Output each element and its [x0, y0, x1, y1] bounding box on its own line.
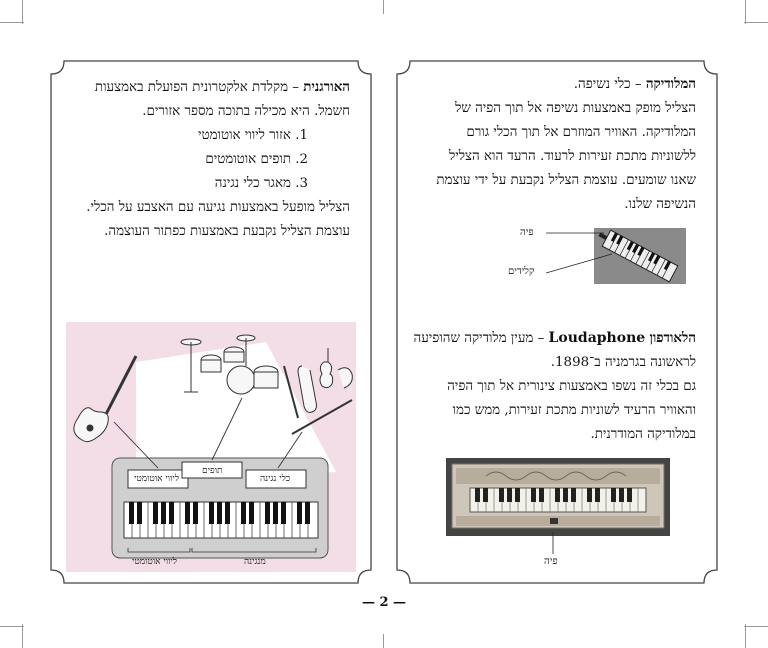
crop-mark: [383, 634, 384, 648]
melodica-pointers: [546, 228, 626, 284]
text-line: 2. תופים אוטומטים: [205, 152, 308, 167]
text-line: 1. אזור ליווי אוטומטי: [198, 128, 308, 143]
text-line: גם בכלי זה נשפו באמצעות צינורית אל תוך הפיה: [447, 379, 696, 394]
text-line: – מקלדת אלקטרונית הפועלת באמצעות: [94, 80, 304, 95]
crop-mark: [745, 624, 746, 648]
diagram-bottom-auto: ליווי אוטומטי: [132, 557, 177, 567]
organ-term: האורגנית: [303, 79, 350, 95]
text-line: – מעין מלודיקה שהופיעה: [413, 331, 549, 346]
text-line: חשמל. היא מכילה בתוכה מספר אזורים.: [142, 104, 350, 119]
text-line: ללשוניות מתכת זעירות לרעוד. הרעד הוא הצליל: [448, 149, 696, 164]
crop-mark: [0, 626, 24, 627]
text-line: והאוויר הרעיד לשוניות מתכת זעירות, ממש כמו: [452, 403, 696, 418]
loudaphone-photo: [446, 458, 670, 536]
text-line: עוצמת הצליל נקבעת באמצעות כפתור העוצמה.: [104, 224, 350, 239]
loudaphone-mouthpiece-label: פיה: [544, 556, 558, 567]
text-line: המלודיקה. האוויר המוזרם אל תוך הכלי גורם: [466, 125, 696, 140]
organ-diagram: [66, 322, 356, 572]
left-panel: [50, 60, 372, 584]
diagram-box-instruments: כלי נגינה: [260, 474, 291, 484]
crop-mark: [22, 624, 23, 648]
organ-text: [60, 75, 350, 244]
crop-mark: [0, 22, 24, 23]
loudaphone-latin: Loudaphone: [548, 330, 646, 346]
right-panel: [396, 60, 718, 584]
text-line: לראשונה בגרמניה ב־1898.: [550, 355, 696, 370]
crop-mark: [383, 0, 384, 14]
diagram-bottom-melody: מנגינה: [244, 557, 266, 567]
crop-mark: [744, 22, 768, 23]
mouthpiece-label: פיה: [520, 227, 534, 238]
loudaphone-text: [400, 326, 696, 447]
page-number-value: 2: [379, 595, 389, 610]
crop-mark: [744, 626, 768, 627]
text-line: שאנו שומעים. עוצמת הצליל נקבעת על ידי עוצמת: [436, 173, 696, 188]
page-number: — 2 —: [361, 595, 407, 610]
keys-label: קלידים: [508, 266, 535, 277]
loudaphone-pointer: [550, 532, 556, 556]
melodica-term: המלודיקה: [645, 76, 696, 92]
melodica-text: [406, 72, 696, 217]
diagram-box-auto: ליווי אוטומטי: [134, 474, 179, 484]
text-line: במלודיקה המודרנית.: [590, 427, 696, 442]
loudaphone-term: הלאודפון: [649, 330, 696, 346]
text-line: הצליל מופק באמצעות נשיפה אל תוך הפיה של: [455, 101, 696, 116]
crop-mark: [22, 0, 23, 24]
text-line: – כלי נשיפה.: [573, 77, 646, 92]
diagram-box-drums: תופים: [202, 466, 223, 476]
text-line: 3. מאגר כלי נגינה: [214, 176, 308, 191]
crop-mark: [745, 0, 746, 24]
text-line: הצליל מופעל באמצעות נגיעה עם האצבע על הכלי.: [86, 200, 350, 215]
text-line: הנשיפה שלנו.: [624, 197, 696, 212]
